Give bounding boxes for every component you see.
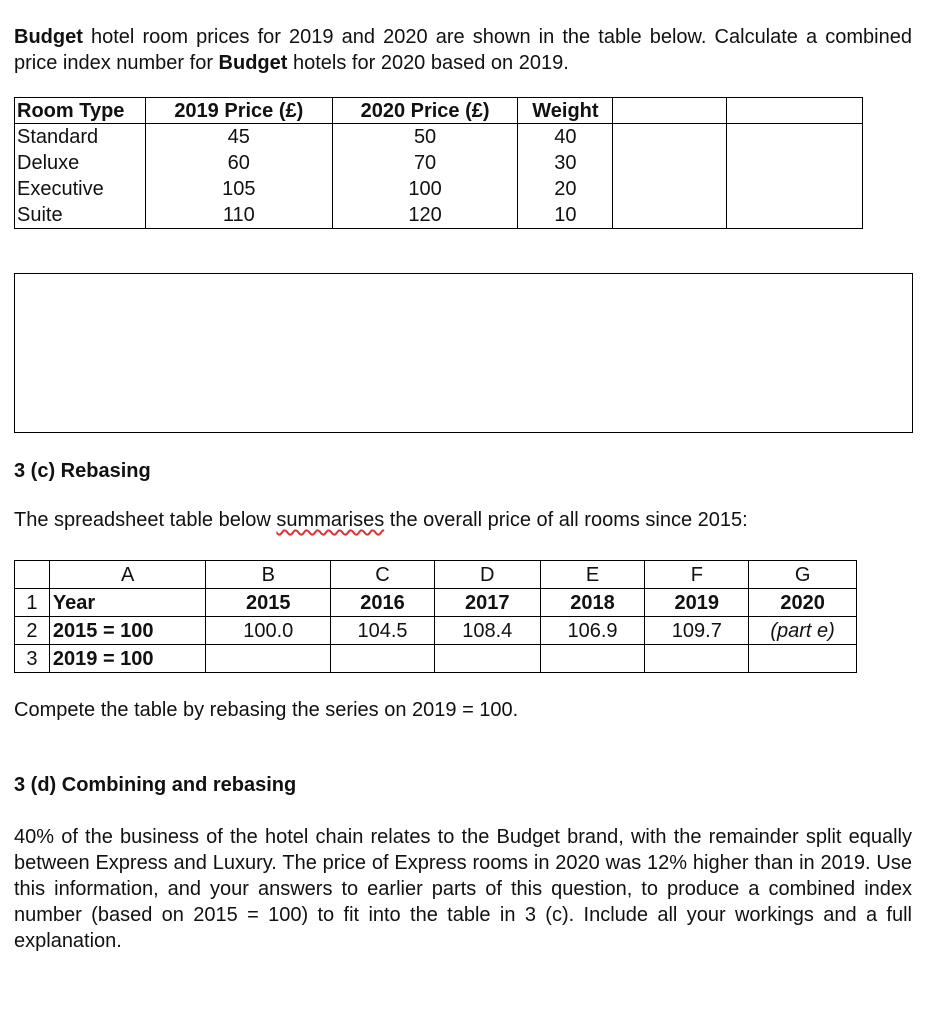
- index-cell: 104.5: [331, 617, 435, 645]
- rebased-input-cell[interactable]: [331, 645, 435, 673]
- col-letter-a: A: [49, 561, 206, 589]
- row-number: 2: [15, 617, 50, 645]
- year-cell: 2016: [331, 589, 435, 617]
- blank-cell[interactable]: [727, 124, 863, 151]
- header-2019-price: 2019 Price (£): [145, 98, 332, 124]
- rebased-input-cell[interactable]: [540, 645, 645, 673]
- price-2019-cell: 60: [145, 150, 332, 176]
- intro-text-b: hotels for 2020 based on 2019.: [287, 52, 569, 74]
- section-c-text-a: The spreadsheet table below: [14, 509, 277, 531]
- blank-cell[interactable]: [613, 202, 727, 229]
- section-c-text-b: the overall price of all rooms since 2015:: [384, 509, 748, 531]
- price-table: [14, 97, 863, 229]
- col-letter-f: F: [645, 561, 749, 589]
- blank-cell[interactable]: [613, 150, 727, 176]
- col-letter-c: C: [331, 561, 435, 589]
- row-number: 1: [15, 589, 50, 617]
- year-cell: 2018: [540, 589, 645, 617]
- section-c-heading: 3 (c) Rebasing: [14, 460, 151, 482]
- year-cell: 2015: [206, 589, 331, 617]
- answer-box[interactable]: [14, 273, 913, 433]
- year-cell: 2020: [749, 589, 857, 617]
- table-row: [15, 645, 857, 673]
- price-2020-cell: 100: [332, 176, 518, 202]
- price-2020-cell: 50: [332, 124, 518, 151]
- spellcheck-word: summarises: [276, 509, 385, 531]
- rebased-input-cell[interactable]: [434, 645, 540, 673]
- index-cell: 106.9: [540, 617, 645, 645]
- year-cell: 2019: [645, 589, 749, 617]
- header-blank-2[interactable]: [727, 98, 863, 124]
- blank-cell[interactable]: [727, 176, 863, 202]
- section-c-paragraph: [14, 507, 912, 533]
- table-row: [15, 202, 863, 229]
- spreadsheet-table: [14, 560, 857, 673]
- room-type-cell: Standard: [15, 124, 146, 151]
- section-d-heading: 3 (d) Combining and rebasing: [14, 774, 297, 796]
- table-row: [15, 176, 863, 202]
- row-label-year: Year: [49, 589, 206, 617]
- table-row: [15, 124, 863, 151]
- weight-cell: 40: [518, 124, 613, 151]
- blank-cell[interactable]: [613, 176, 727, 202]
- weight-cell: 20: [518, 176, 613, 202]
- header-2020-price: 2020 Price (£): [332, 98, 518, 124]
- col-letter-e: E: [540, 561, 645, 589]
- row-label-2015-base: 2015 = 100: [49, 617, 206, 645]
- blank-cell[interactable]: [727, 202, 863, 229]
- header-weight: Weight: [518, 98, 613, 124]
- table-row: [15, 617, 857, 645]
- index-cell: 108.4: [434, 617, 540, 645]
- index-cell: 109.7: [645, 617, 749, 645]
- part-e-cell[interactable]: (part e): [749, 617, 857, 645]
- rebased-input-cell[interactable]: [206, 645, 331, 673]
- index-cell: 100.0: [206, 617, 331, 645]
- section-d-paragraph: 40% of the business of the hotel chain relates to the Budget brand, with the remainder split equally between Express and Luxury. The price of Express rooms in 2020 was 12% higher than in 2019. Use this information, and your answers to earlier parts of this question, to produce a combined index number (based on 2015 = 100) to fit into the table in 3 (c). Include all your workings and a full explanation.: [14, 826, 912, 952]
- room-type-cell: Suite: [15, 202, 146, 229]
- brand-budget-2: Budget: [218, 52, 288, 74]
- rebased-input-cell[interactable]: [749, 645, 857, 673]
- price-2019-cell: 110: [145, 202, 332, 229]
- price-2019-cell: 45: [145, 124, 332, 151]
- section-c-instruction: Compete the table by rebasing the series on 2019 = 100.: [14, 699, 519, 721]
- price-2020-cell: 120: [332, 202, 518, 229]
- column-letter-row: [15, 561, 857, 589]
- header-room-type: Room Type: [15, 98, 146, 124]
- price-table-header-row: [15, 98, 863, 124]
- blank-cell[interactable]: [727, 150, 863, 176]
- row-number: 3: [15, 645, 50, 673]
- price-2020-cell: 70: [332, 150, 518, 176]
- year-cell: 2017: [434, 589, 540, 617]
- price-2019-cell: 105: [145, 176, 332, 202]
- col-letter-g: G: [749, 561, 857, 589]
- blank-cell[interactable]: [613, 124, 727, 151]
- row-label-2019-base: 2019 = 100: [49, 645, 206, 673]
- room-type-cell: Executive: [15, 176, 146, 202]
- weight-cell: 30: [518, 150, 613, 176]
- corner-cell: [15, 561, 50, 589]
- col-letter-d: D: [434, 561, 540, 589]
- table-row: [15, 589, 857, 617]
- header-blank-1[interactable]: [613, 98, 727, 124]
- brand-budget: Budget: [14, 26, 83, 48]
- col-letter-b: B: [206, 561, 331, 589]
- table-row: [15, 150, 863, 176]
- intro-text-a: hotel room prices for 2019 and 2020 are shown in the table below. Calculate a combined price index number for: [14, 26, 912, 74]
- intro-paragraph: [14, 24, 912, 76]
- room-type-cell: Deluxe: [15, 150, 146, 176]
- rebased-input-cell[interactable]: [645, 645, 749, 673]
- weight-cell: 10: [518, 202, 613, 229]
